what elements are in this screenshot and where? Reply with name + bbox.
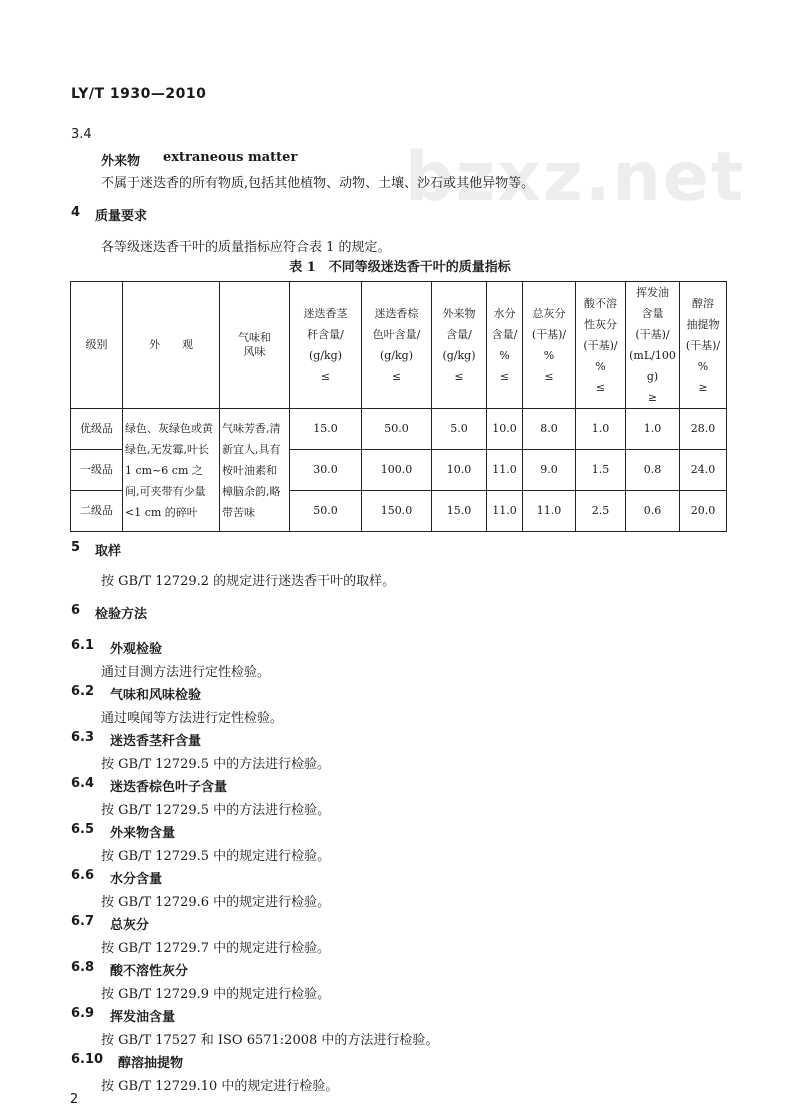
method-title: 外来物含量 [110, 826, 176, 841]
method-number: 6.8 [71, 960, 95, 975]
value-cell: 10.0 [432, 450, 487, 491]
method-number: 6.10 [71, 1052, 104, 1067]
method-title: 外观检验 [110, 642, 163, 657]
term-en: extraneous matter [163, 150, 298, 165]
header-cell: 水分 含量/ % ≤ [487, 282, 523, 409]
method-number: 6.5 [71, 822, 95, 837]
method-text: 按 GB/T 12729.6 中的规定进行检验。 [101, 895, 331, 910]
value-cell: 28.0 [680, 409, 727, 450]
method-title: 迷迭香棕色叶子含量 [110, 780, 228, 795]
value-cell: 50.0 [362, 409, 432, 450]
section-4-title: 质量要求 [95, 209, 148, 224]
method-number: 6.9 [71, 1006, 95, 1021]
header-cell: 外 观 [123, 282, 220, 409]
value-cell: 50.0 [290, 491, 362, 532]
method-text: 按 GB/T 12729.10 中的规定进行检验。 [101, 1079, 339, 1094]
method-title: 迷迭香茎秆含量 [110, 734, 202, 749]
method-text: 通过目测方法进行定性检验。 [101, 665, 271, 680]
method-number: 6.7 [71, 914, 95, 929]
header-cell: 挥发油 含量 (干基)/ (mL/100 g) ≥ [626, 282, 680, 409]
header-cell: 级别 [71, 282, 123, 409]
method-title: 醇溶抽提物 [118, 1056, 184, 1071]
value-cell: 30.0 [290, 450, 362, 491]
header-cell: 迷迭香棕 色叶含量/ (g/kg) ≤ [362, 282, 432, 409]
value-cell: 8.0 [523, 409, 576, 450]
method-number: 6.3 [71, 730, 95, 745]
odor-cell: 气味芳香,清新宜人,具有桉叶油素和樟脑余韵,略带苦味 [220, 409, 290, 532]
value-cell: 2.5 [576, 491, 626, 532]
header-cell: 外来物 含量/ (g/kg) ≤ [432, 282, 487, 409]
section-5-title: 取样 [95, 544, 122, 559]
header-cell: 总灰分 (干基)/ % ≤ [523, 282, 576, 409]
method-number: 6.2 [71, 684, 95, 699]
value-cell: 100.0 [362, 450, 432, 491]
value-cell: 150.0 [362, 491, 432, 532]
page-number: 2 [70, 1092, 79, 1107]
header-cell: 气味和 风味 [220, 282, 290, 409]
method-number: 6.1 [71, 638, 95, 653]
method-number: 6.6 [71, 868, 95, 883]
table-caption: 表 1 不同等级迷迭香干叶的质量指标 [289, 260, 511, 275]
value-cell: 11.0 [487, 491, 523, 532]
table-row [71, 409, 727, 450]
value-cell: 9.0 [523, 450, 576, 491]
value-cell: 15.0 [432, 491, 487, 532]
grade-cell: 一级品 [71, 450, 123, 491]
grade-cell: 优级品 [71, 409, 123, 450]
value-cell: 5.0 [432, 409, 487, 450]
quality-table [70, 281, 727, 532]
value-cell: 11.0 [523, 491, 576, 532]
value-cell: 1.5 [576, 450, 626, 491]
grade-cell: 二级品 [71, 491, 123, 532]
appearance-cell: 绿色、灰绿色或黄绿色,无发霉,叶长 1 cm~6 cm 之间,可夹带有少量<1 cm 的碎叶 [123, 409, 220, 532]
document-id: LY/T 1930—2010 [71, 86, 207, 102]
method-title: 水分含量 [110, 872, 163, 887]
value-cell: 15.0 [290, 409, 362, 450]
method-text: 按 GB/T 12729.7 中的规定进行检验。 [101, 941, 331, 956]
header-cell: 醇溶 抽提物 (干基)/ % ≥ [680, 282, 727, 409]
value-cell: 1.0 [576, 409, 626, 450]
method-text: 通过嗅闻等方法进行定性检验。 [101, 711, 284, 726]
method-title: 总灰分 [110, 918, 150, 933]
watermark: bzxz.net [405, 138, 746, 217]
header-cell: 酸不溶 性灰分 (干基)/ % ≤ [576, 282, 626, 409]
section-6-title: 检验方法 [95, 607, 148, 622]
method-text: 按 GB/T 12729.5 中的方法进行检验。 [101, 757, 331, 772]
method-text: 按 GB/T 12729.5 中的规定进行检验。 [101, 849, 331, 864]
value-cell: 24.0 [680, 450, 727, 491]
term-zh: 外来物 [101, 154, 141, 169]
method-number: 6.4 [71, 776, 95, 791]
method-title: 气味和风味检验 [110, 688, 202, 703]
value-cell: 10.0 [487, 409, 523, 450]
method-text: 按 GB/T 17527 和 ISO 6571:2008 中的方法进行检验。 [101, 1033, 439, 1048]
section-4-number: 4 [71, 205, 81, 220]
section-4-text: 各等级迷迭香干叶的质量指标应符合表 1 的规定。 [101, 240, 391, 255]
value-cell: 20.0 [680, 491, 727, 532]
section-5-number: 5 [71, 540, 81, 555]
section-6-number: 6 [71, 603, 81, 618]
method-title: 挥发油含量 [110, 1010, 176, 1025]
section-5-text: 按 GB/T 12729.2 的规定进行迷迭香干叶的取样。 [101, 574, 396, 589]
method-title: 酸不溶性灰分 [110, 964, 189, 979]
value-cell: 0.8 [626, 450, 680, 491]
value-cell: 0.6 [626, 491, 680, 532]
term-definition: 不属于迷迭香的所有物质,包括其他植物、动物、土壤、沙石或其他异物等。 [101, 176, 535, 191]
method-text: 按 GB/T 12729.9 中的规定进行检验。 [101, 987, 331, 1002]
table-header-row [71, 282, 727, 409]
value-cell: 11.0 [487, 450, 523, 491]
section-3-4-number: 3.4 [71, 127, 92, 142]
method-text: 按 GB/T 12729.5 中的方法进行检验。 [101, 803, 331, 818]
header-cell: 迷迭香茎 秆含量/ (g/kg) ≤ [290, 282, 362, 409]
value-cell: 1.0 [626, 409, 680, 450]
